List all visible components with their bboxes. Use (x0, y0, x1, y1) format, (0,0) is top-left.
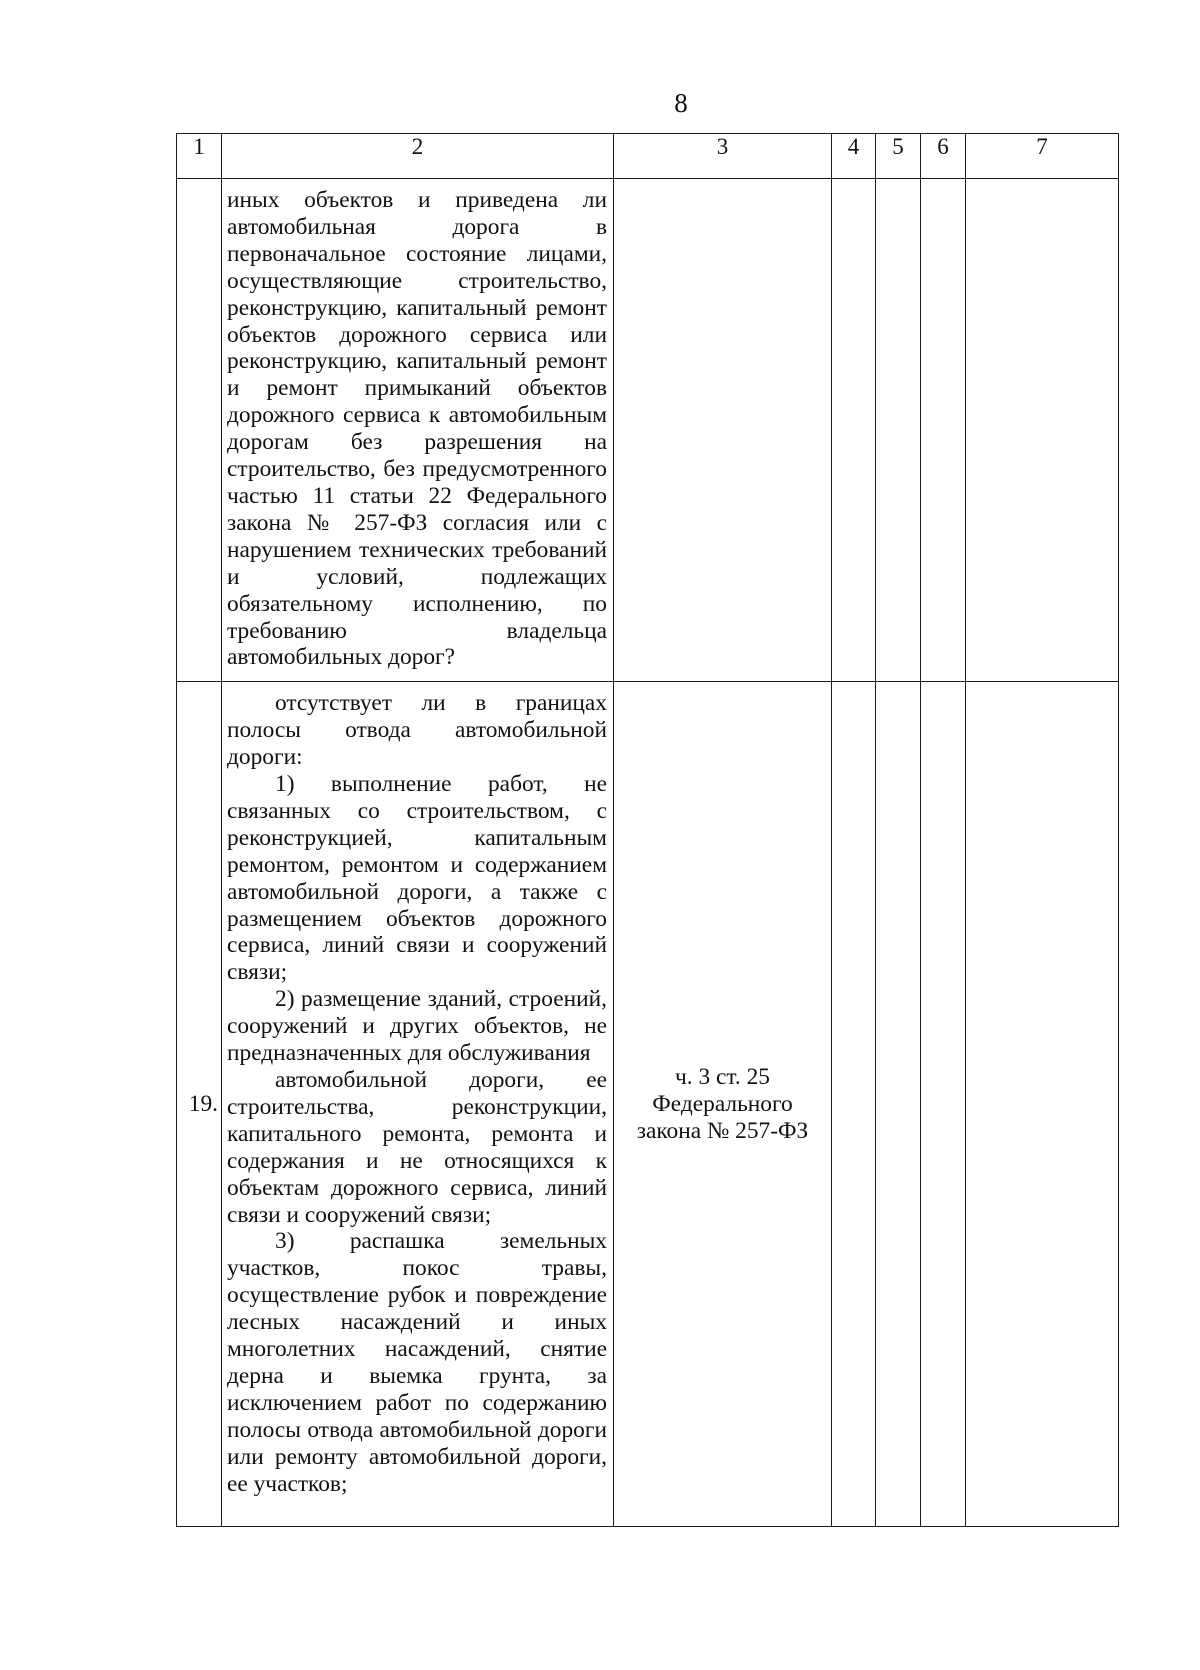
text-line: требованию владельца (227, 617, 607, 644)
text-line: полосы отвода автомобильной (227, 717, 607, 744)
empty-cell (832, 179, 876, 682)
column-header: 3 (614, 134, 832, 179)
page-number: 8 (674, 88, 688, 118)
row-number: 19. (177, 682, 222, 1527)
text-line: реконструкцией, капитальным (227, 824, 607, 851)
text-line: дерна и выемка грунта, за (227, 1362, 607, 1389)
requirement-text (222, 682, 614, 1527)
text-line: дорогам без разрешения на (227, 429, 607, 456)
column-header: 4 (832, 134, 876, 179)
column-header: 7 (966, 134, 1119, 179)
text-line: автомобильной дороги, а также с (227, 878, 607, 905)
text-line: или ремонту автомобильной дороги, (227, 1443, 607, 1470)
text-line: строительство, без предусмотренного (227, 456, 607, 483)
text-line: автомобильной дороги, ее (275, 1067, 607, 1093)
text-line: исключением работ по содержанию (227, 1389, 607, 1416)
text-line: 2) размещение зданий, строений, (275, 986, 607, 1013)
text-line: обязательному исполнению, по (227, 590, 607, 617)
text-line: содержания и не относящихся к (227, 1147, 607, 1174)
text-line: капитального ремонта, ремонта и (227, 1120, 607, 1147)
legal-reference (614, 682, 832, 1527)
empty-cell (921, 179, 966, 682)
text-line: реконструкцию, капитальный ремонт (227, 294, 607, 321)
text-line: сервиса, линий связи и сооружений (227, 932, 607, 959)
text-line: строительства, реконструкции, (227, 1093, 607, 1120)
text-line: ее участков; (227, 1470, 348, 1497)
reference-line: закона № 257-ФЗ (636, 1117, 809, 1144)
text-line: осуществляющие строительство, (227, 267, 607, 294)
empty-cell (921, 682, 966, 1527)
text-line: связи; (227, 959, 288, 986)
text-line: отсутствует ли в границах (275, 690, 607, 717)
checklist-table (176, 133, 1119, 1527)
text-line: и ремонт примыканий объектов (227, 375, 607, 402)
column-header: 6 (921, 134, 966, 179)
text-line: участков, покос травы, (227, 1255, 607, 1282)
text-line: 1) выполнение работ, не (275, 771, 607, 798)
reference-line: ч. 3 ст. 25 (675, 1063, 770, 1090)
text-line: связи и сооружений связи; (227, 1201, 492, 1228)
table-row (177, 682, 1119, 1527)
text-line: осуществление рубок и повреждение (227, 1282, 607, 1309)
legal-reference (614, 179, 832, 682)
column-header: 5 (876, 134, 921, 179)
empty-cell (876, 682, 921, 1527)
text-line: связанных со строительством, с (227, 797, 607, 824)
text-line: закона № 257-ФЗ согласия или с (227, 509, 607, 536)
table-header-row (177, 134, 1119, 179)
text-line: объектов дорожного сервиса или (227, 321, 607, 348)
text-line: сооружений и других объектов, не (227, 1013, 607, 1040)
text-line: автомобильная дорога в (227, 213, 607, 240)
text-line: объектам дорожного сервиса, линий (227, 1174, 607, 1201)
text-line: полосы отвода автомобильной дороги (227, 1416, 607, 1443)
reference-line: Федерального (652, 1090, 793, 1117)
empty-cell (966, 179, 1119, 682)
text-line: 3) распашка земельных (275, 1228, 607, 1255)
text-line: дороги: (227, 744, 303, 771)
text-line: предназначенных для обслуживания (227, 1040, 591, 1067)
text-line: автомобильных дорог? (227, 644, 456, 671)
requirement-text (222, 179, 614, 682)
text-line: иных объектов и приведена ли (227, 187, 607, 213)
row-number (177, 179, 222, 682)
text-line: ремонтом, ремонтом и содержанием (227, 851, 607, 878)
text-line: многолетних насаждений, снятие (227, 1336, 607, 1363)
text-line: реконструкцию, капитальный ремонт (227, 348, 607, 375)
empty-cell (966, 682, 1119, 1527)
empty-cell (832, 682, 876, 1527)
text-line: лесных насаждений и иных (227, 1309, 607, 1336)
text-line: размещением объектов дорожного (227, 905, 607, 932)
column-header: 2 (222, 134, 614, 179)
table-row (177, 179, 1119, 682)
text-line: частью 11 статьи 22 Федерального (227, 482, 607, 509)
text-line: и условий, подлежащих (227, 563, 607, 590)
empty-cell (876, 179, 921, 682)
column-header: 1 (177, 134, 222, 179)
text-line: нарушением технических требований (227, 536, 607, 563)
text-line: первоначальное состояние лицами, (227, 240, 607, 267)
text-line: дорожного сервиса к автомобильным (227, 402, 607, 429)
